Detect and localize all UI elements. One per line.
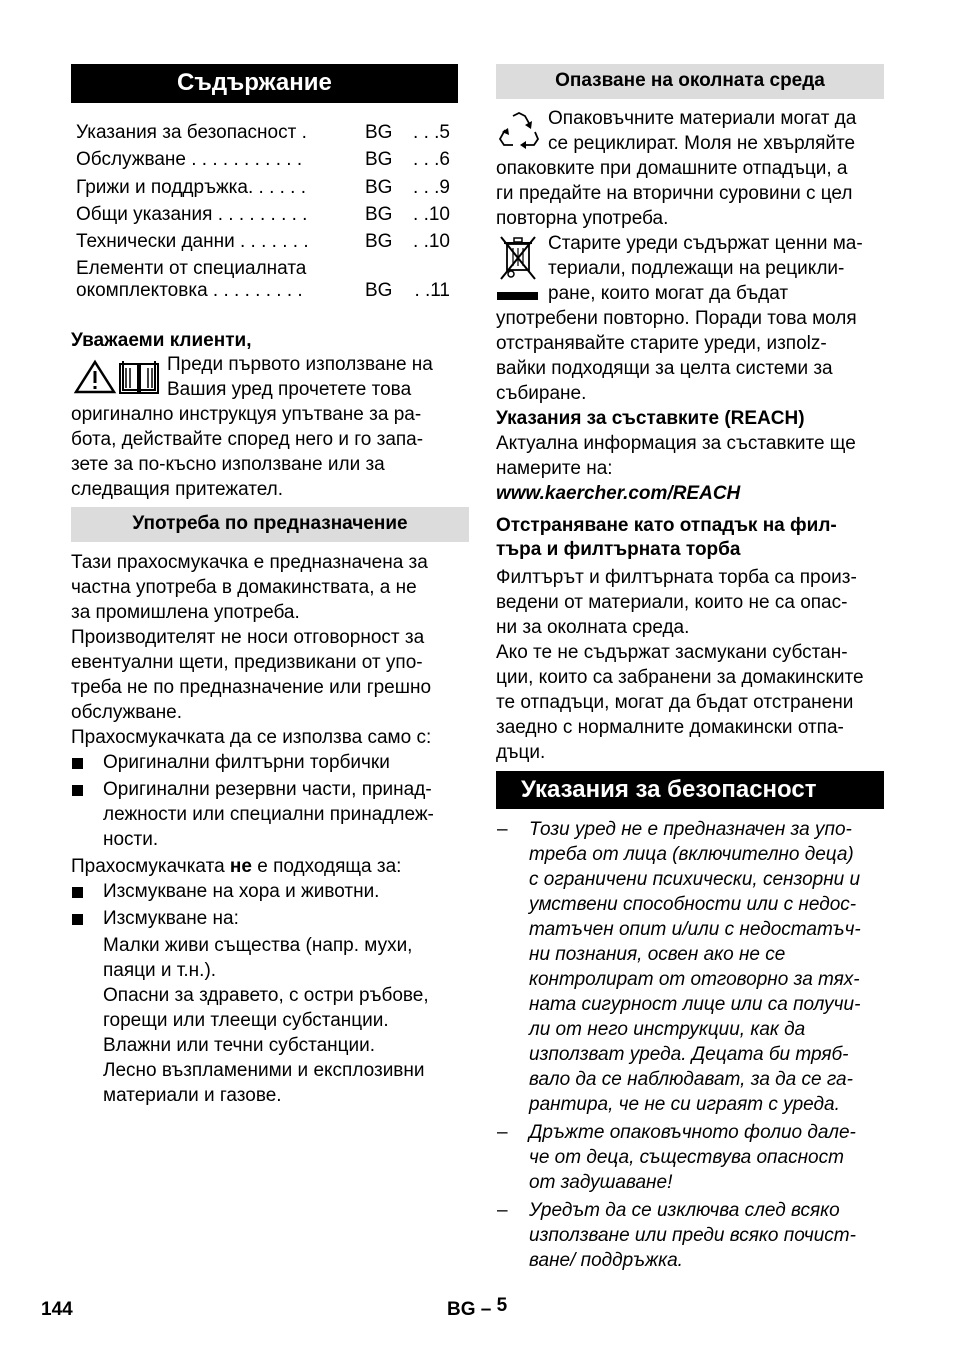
toc-row-label: Технически данни . . . . . . .: [76, 231, 309, 252]
dash-marker: –: [497, 1122, 508, 1143]
reach-text-line: намерите на:: [496, 458, 613, 479]
intended-text-line: евентуални щети, предизвикани от упо-: [71, 652, 423, 673]
bullet-subitem-text: материали и газове.: [103, 1085, 282, 1106]
bullet-subitem-text: Влажни или течни субстанции.: [103, 1035, 376, 1056]
bullet-square-icon: [72, 785, 83, 796]
reach-text-line: Актуална информация за съставките ще: [496, 433, 856, 454]
weee-text-line: отстранявайте старите уреди, изпolz-: [496, 333, 827, 354]
bullet-item-text: ности.: [103, 829, 159, 850]
intended-text-line: Прахосмукачката да се използва само с:: [71, 727, 432, 748]
safety-item-text: контролират от отговорно за тях-: [529, 969, 860, 990]
recycle-text-line: опаковките при домашните отпадъци, а: [496, 158, 848, 179]
recycle-text-line: ги предайте на вторични суровини с цел: [496, 183, 853, 204]
toc-row-lang: BG: [365, 280, 393, 301]
bullet-subitem-text: горещи или тлеещи субстанции.: [103, 1010, 389, 1031]
reach-url-link[interactable]: www.kaercher.com/REACH: [496, 483, 741, 504]
bullet-square-icon: [72, 887, 83, 898]
bullet-subitem-text: Малки живи същества (напр. мухи,: [103, 935, 413, 956]
safety-title: Указания за безопасност: [521, 776, 817, 803]
safety-item-text: татъчен опит и/или с недостатъч-: [529, 919, 861, 940]
recycle-text-line: повторна употреба.: [496, 208, 669, 229]
toc-title: Съдържание: [177, 69, 332, 96]
intended-text-line: обслужване.: [71, 702, 183, 723]
safety-item-text: Уредът да се изключва след всяко: [529, 1200, 840, 1221]
customers-heading: Уважаеми клиенти,: [71, 330, 252, 351]
bullet-square-icon: [72, 914, 83, 925]
safety-item-text: треба от лица (включително деца): [529, 844, 854, 865]
customers-line-2: Вашия уред прочетете това: [167, 379, 412, 400]
toc-row-label: Грижи и поддръжка. . . . . .: [76, 177, 307, 198]
intended-text-line: треба не по предназначение или грешно: [71, 677, 432, 698]
customers-text-line: зете за по-късно използване или за: [71, 454, 385, 475]
safety-item-text: ната сигурност лице или са получи-: [529, 994, 861, 1015]
toc-title-bar: [71, 64, 458, 103]
footer-dash: –: [480, 1299, 492, 1320]
customers-text-line: следващия притежател.: [71, 479, 284, 500]
page-number: 144: [41, 1299, 73, 1320]
intended-text-line: Прахосмукачката не е подходяща за:: [71, 856, 402, 877]
bullet-item-text: Изсмукване на хора и животни.: [103, 881, 380, 902]
recycle-text-line: Опаковъчните материали могат да: [548, 108, 857, 129]
intended-text-line: за промишлена употреба.: [71, 602, 300, 623]
toc-row[interactable]: [76, 202, 456, 229]
toc-row-page: . . .9: [413, 177, 450, 198]
environment-title-bar: [496, 64, 884, 99]
filter-text-line: дъци.: [496, 742, 546, 763]
toc-row-lang: BG: [365, 231, 393, 252]
reach-heading: Указания за съставките (REACH): [496, 408, 805, 429]
manual-book-icon: [117, 358, 161, 396]
bullet-square-icon: [72, 758, 83, 769]
toc-row-label: Общи указания . . . . . . . . .: [76, 204, 308, 225]
safety-item-text: с ограничени психически, сензорни и: [529, 869, 861, 890]
toc-row-lang: BG: [365, 122, 393, 143]
toc-row-label: Обслужване . . . . . . . . . . .: [76, 149, 303, 170]
customers-text-line: бота, действайте според него и го запа-: [71, 429, 424, 450]
weee-text-line: Старите уреди съдържат ценни ма-: [548, 233, 863, 254]
safety-item-text: ване/ поддръжка.: [529, 1250, 683, 1271]
filter-heading: търа и филтърната торба: [496, 539, 741, 560]
customers-text-line: оригинално инструкцуя упътване за ра-: [71, 404, 422, 425]
safety-item-text: ли от него инструкции, как да: [529, 1019, 806, 1040]
toc-row[interactable]: [76, 120, 456, 147]
filter-text-line: Филтърът и филтърната торба са произ-: [496, 567, 857, 588]
toc-row[interactable]: [76, 175, 456, 202]
filter-text-line: Ако те не съдържат засмукани субстан-: [496, 642, 848, 663]
bullet-subitem-text: Опасни за здравето, с остри ръбове,: [103, 985, 429, 1006]
intended-use-title: Употреба по предназначение: [132, 513, 408, 534]
weee-text-line: събиране.: [496, 383, 587, 404]
toc-row-page: . .11: [414, 280, 450, 301]
customers-line-1: Преди първото използване на: [167, 354, 433, 375]
weee-text-line: вайки подходящи за целта системи за: [496, 358, 833, 379]
safety-item-text: че от деца, съществува опасност: [529, 1147, 844, 1168]
safety-item-text: използват уреда. Децата би тряб-: [529, 1044, 849, 1065]
footer-section-code: BG: [447, 1299, 476, 1320]
intended-text-line: Тази прахосмукачка е предназначена за: [71, 552, 428, 573]
recycle-icon: [497, 110, 541, 150]
toc-row-lang: BG: [365, 204, 393, 225]
dash-marker: –: [497, 819, 508, 840]
bullet-subitem-text: Лесно възпламеними и експлозивни: [103, 1060, 425, 1081]
filter-text-line: ни за околната среда.: [496, 617, 690, 638]
safety-item-text: рантира, че не си играят с уреда.: [529, 1094, 840, 1115]
safety-item-text: умствени способности или с недос-: [529, 894, 857, 915]
toc-row-label: окомплектовка . . . . . . . . .: [76, 280, 303, 301]
toc-row-page: . .10: [413, 204, 450, 225]
warning-icon: [73, 359, 117, 395]
safety-item-text: ни познания, освен ако не се: [529, 944, 786, 965]
toc-row-lang: BG: [365, 177, 393, 198]
intended-text-line: Производителят не носи отговорност за: [71, 627, 425, 648]
toc-row[interactable]: [76, 229, 456, 256]
weee-bar: [497, 292, 538, 300]
bullet-item-text: лежности или специални принадлеж-: [103, 804, 434, 825]
dash-marker: –: [497, 1200, 508, 1221]
recycle-text-line: се рециклират. Моля не хвърляйте: [548, 133, 856, 154]
toc-row-page: . . .6: [413, 149, 450, 170]
environment-title: Опазване на околната среда: [555, 70, 825, 91]
safety-item-text: Дръжте опаковъчното фолио дале-: [529, 1122, 856, 1143]
toc-row-page: . . .5: [413, 122, 450, 143]
toc-row-label: Указания за безопасност .: [76, 122, 307, 143]
toc-row-label: Елементи от специалната: [76, 258, 307, 279]
safety-item-text: от задушаване!: [529, 1172, 673, 1193]
footer-section-page: 5: [496, 1295, 508, 1316]
weee-text-line: ране, които могат да бъдат: [548, 283, 789, 304]
toc-row-lang: BG: [365, 149, 393, 170]
bullet-subitem-text: паяци и т.н.).: [103, 960, 217, 981]
filter-text-line: ции, които са забранени за домакинските: [496, 667, 864, 688]
filter-text-line: ведени от материали, които не са опас-: [496, 592, 848, 613]
bullet-item-text: Оригинални филтърни торбички: [103, 752, 390, 773]
filter-text-line: заедно с нормалните домакински отпа-: [496, 717, 844, 738]
safety-item-text: използване или преди всяко почист-: [529, 1225, 856, 1246]
filter-text-line: те отпадъци, могат да бъдат отстранени: [496, 692, 854, 713]
safety-title-bar: [496, 771, 884, 809]
safety-item-text: вало да се наблюдават, за да се га-: [529, 1069, 853, 1090]
safety-item-text: Този уред не е предназначен за упо-: [529, 819, 852, 840]
filter-heading: Отстраняване като отпадък на фил-: [496, 515, 837, 536]
toc-row[interactable]: [76, 147, 456, 174]
toc-row-page: . .10: [413, 231, 450, 252]
weee-text-line: териали, подлежащи на рецикли-: [548, 258, 845, 279]
crossed-bin-icon: [498, 234, 538, 282]
bullet-item-text: Оригинални резервни части, принад-: [103, 779, 432, 800]
intended-use-title-bar: [71, 507, 469, 542]
toc-row[interactable]: [76, 278, 456, 305]
footer-section: [447, 1297, 507, 1322]
bullet-item-text: Изсмукване на:: [103, 908, 239, 929]
weee-text-line: употребени повторно. Поради това моля: [496, 308, 857, 329]
intended-text-line: частна употреба в домакинствата, а не: [71, 577, 417, 598]
